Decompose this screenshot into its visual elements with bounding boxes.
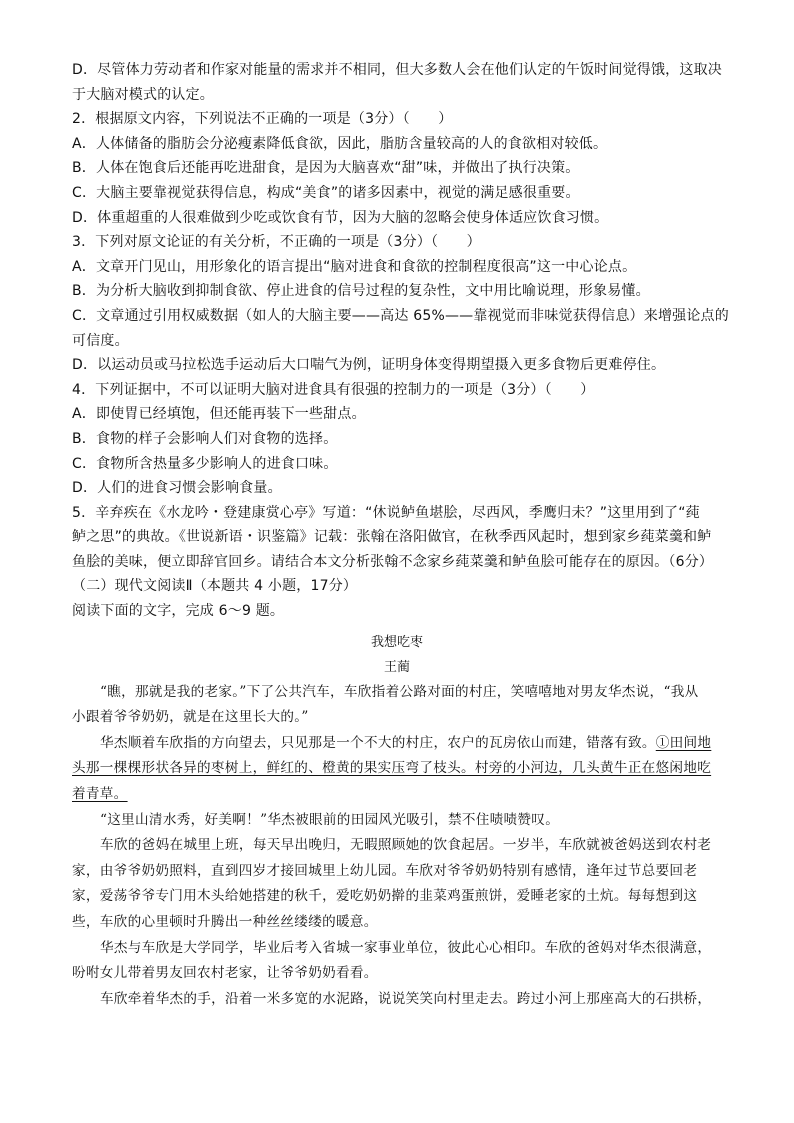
option-line: A．文章开门见山，用形象化的语言提出“脑对进食和食欲的控制程度很高”这一中心论点。 bbox=[72, 258, 637, 275]
option-line: 于大脑对模式的认定。 bbox=[72, 86, 214, 103]
option-line: B．人体在饱食后还能再吃进甜食，是因为大脑喜欢“甜”味，并做出了执行决策。 bbox=[72, 160, 580, 177]
section-heading: （二）现代文阅读Ⅱ（本题共 4 小题，17分） bbox=[72, 578, 358, 595]
question-section bbox=[72, 58, 729, 624]
story-paragraph-line: 车欣牵着华杰的手，沿着一米多宽的水泥路，说说笑笑向村里走去。跨过小河上那座高大的石拱桥， bbox=[100, 990, 712, 1007]
option-line: D．人们的进食习惯会影响食量。 bbox=[72, 480, 282, 497]
option-line: D．尽管体力劳动者和作家对能量的需求并不相同，但大多数人会在他们认定的午饭时间觉得饿，这取决 bbox=[72, 62, 722, 78]
story-paragraph-line: 家，由爷爷奶奶照料，直到四岁才接回城里上幼儿园。车欣对爷爷奶奶特别有感情，逢年过节总要回老 bbox=[72, 862, 698, 879]
story-paragraph-line bbox=[72, 731, 722, 757]
option-line: D．体重超重的人很难做到少吃或饮食有节，因为大脑的忽略会使身体适应饮食习惯。 bbox=[72, 209, 609, 226]
story-paragraph-line: 吩咐女儿带着男友回农村老家，让爷爷奶奶看看。 bbox=[72, 965, 378, 982]
story-paragraph-line: 华杰与车欣是大学同学，毕业后考入省城一家事业单位，彼此心心相印。车欣的爸妈对华杰很满意， bbox=[100, 939, 712, 956]
question-3-stem: 3．下列对原文论证的有关分析，不正确的一项是（3分）（ ） bbox=[72, 234, 481, 251]
story-text: 华杰顺着车欣指的方向望去，只见那是一个不大的村庄，农户的瓦房依山而建，错落有致。 bbox=[100, 734, 656, 751]
story-author: 王蔺 bbox=[383, 659, 410, 675]
question-5-stem: 鲈之思”的典故。《世说新语・识鉴篇》记载：张翰在洛阳做官，在秋季西风起时，想到家乡莼菜羹和鲈 bbox=[72, 529, 712, 546]
option-line: A．人体储备的脂肪会分泌瘦素降低食欲，因此，脂肪含量较高的人的食欲相对较低。 bbox=[72, 135, 608, 152]
question-4-stem: 4．下列证据中，不可以证明大脑对进食具有很强的控制力的一项是（3分）（ ） bbox=[72, 381, 595, 398]
underlined-sentence-1: 着青草。 bbox=[72, 786, 128, 803]
story-title: 我想吃枣 bbox=[370, 634, 423, 650]
story-paragraph-line: “这里山清水秀，好美啊！”华杰被眼前的田园风光吸引，禁不住啧啧赞叹。 bbox=[100, 811, 560, 828]
document-page bbox=[72, 58, 729, 1012]
story-paragraph-line: 些，车欣的心里顿时升腾出一种丝丝缕缕的暖意。 bbox=[72, 914, 378, 930]
underlined-sentence-1: ①田间地 bbox=[655, 734, 712, 751]
story-paragraph-line: 家，爱荡爷爷专门用木头给她搭建的秋千，爱吃奶奶擀的韭菜鸡蛋煎饼，爱睡老家的土炕。每每想到这 bbox=[72, 888, 698, 905]
story-paragraph-line: 小跟着爷爷奶奶，就是在这里长大的。” bbox=[72, 709, 309, 726]
underlined-sentence-1: 头那一棵棵形状各异的枣树上，鲜红的、橙黄的果实压弯了枝头。村旁的小河边，几头黄牛正在悠闲地吃 bbox=[72, 760, 712, 777]
option-line: C．食物所含热量多少影响人的进食口味。 bbox=[72, 455, 338, 472]
option-line: C．文章通过引用权威数据（如人的大脑主要——高达 65%——靠视觉而非味觉获得信息）来增强论点的 bbox=[72, 307, 729, 324]
question-5-stem: 鱼脍的美味，便立即辞官回乡。请结合本文分析张翰不念家乡莼菜羹和鲈鱼脍可能存在的原因。（6分） bbox=[72, 553, 714, 570]
question-5-stem: 5．辛弃疾在《水龙吟・登建康赏心亭》写道：“休说鲈鱼堪脍，尽西风，季鹰归未？”这里用到了“莼 bbox=[72, 504, 700, 521]
question-2-stem: 2．根据原文内容，下列说法不正确的一项是（3分）（ ） bbox=[72, 111, 453, 128]
story-paragraph-line: “瞧，那就是我的老家。”下了公共汽车，车欣指着公路对面的村庄，笑嘻嘻地对男友华杰说，“我从 bbox=[100, 683, 699, 700]
option-line: B．为分析大脑收到抑制食欲、停止进食的信号过程的复杂性，文中用比喻说理，形象易懂。 bbox=[72, 283, 650, 300]
story-section bbox=[72, 630, 722, 1013]
option-line: D．以运动员或马拉松选手运动后大口喘气为例，证明身体变得期望摄入更多食物后更难停住。 bbox=[72, 357, 666, 374]
option-line: C．大脑主要靠视觉获得信息，构成“美食”的诸多因素中，视觉的满足感很重要。 bbox=[72, 184, 580, 201]
reading-instruction: 阅读下面的文字，完成 6～9 题。 bbox=[72, 603, 285, 620]
option-line: A．即使胃已经填饱，但还能再装下一些甜点。 bbox=[72, 406, 366, 423]
story-paragraph-line: 车欣的爸妈在城里上班，每天早出晚归，无暇照顾她的饮食起居。一岁半，车欣就被爸妈送到农村老 bbox=[100, 837, 712, 854]
option-line: 可信度。 bbox=[72, 332, 129, 349]
option-line: B．食物的样子会影响人们对食物的选择。 bbox=[72, 430, 338, 447]
